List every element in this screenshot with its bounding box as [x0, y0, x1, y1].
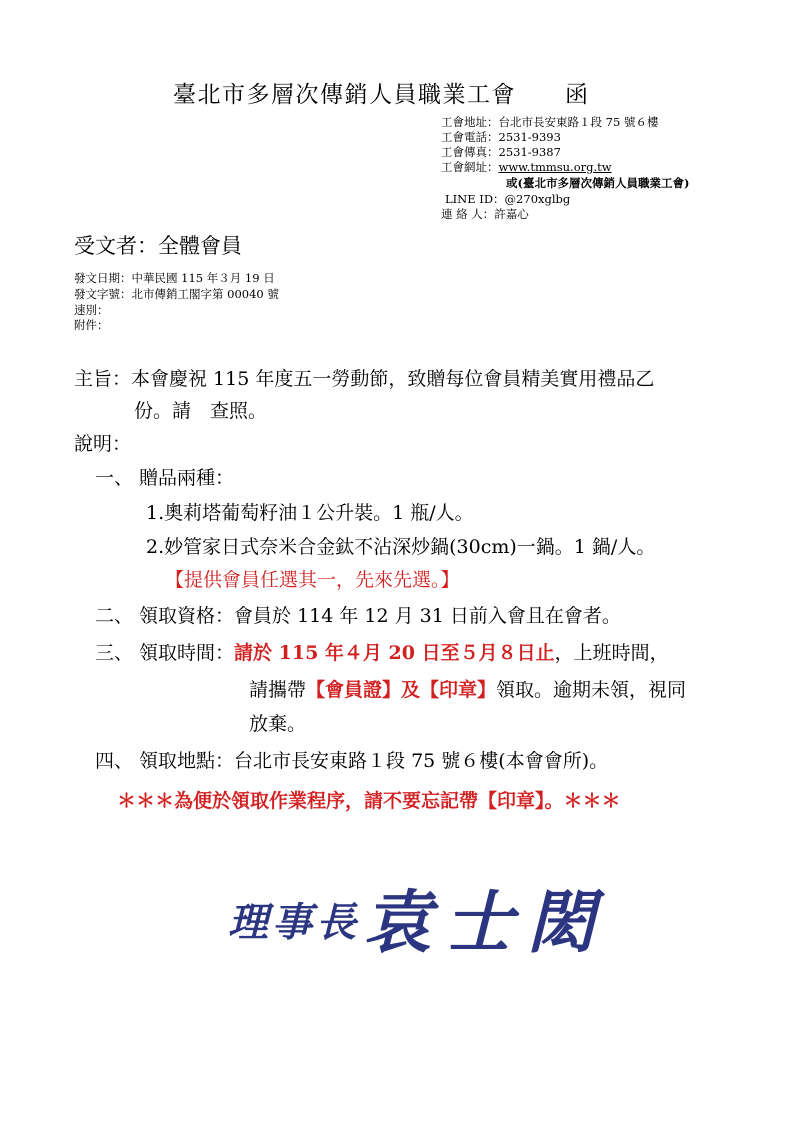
issue-number: 發文字號：北市傳銷工閣字第 00040 號: [74, 287, 279, 301]
item-two: 二、 領取資格：會員於 114 年 12 月 31 日前入會且在會者。: [95, 605, 621, 627]
chairman-seal: [228, 874, 628, 964]
union-address: 工會地址：台北市長安東路１段 75 號６樓: [441, 115, 659, 129]
issue-date: 發文日期：中華民國 115 年３月 19 日: [74, 271, 275, 285]
union-phone: 工會電話：2531-9393: [441, 130, 561, 144]
subject-line-1: 主旨：本會慶祝 115 年度五一勞動節，致贈每位會員精美實用禮品乙: [74, 368, 655, 390]
reminder-warning: ＊＊＊為便於領取作業程序，請不要忘記帶【印章】。＊＊＊: [117, 790, 621, 812]
explanation-label: 說明：: [74, 433, 132, 455]
document-title: 臺北市多層次傳銷人員職業工會 函: [173, 82, 590, 108]
required-items: 【會員證】及【印章】: [306, 679, 497, 701]
subject-line-2: 份。請 查照。: [134, 400, 268, 422]
union-line-id: LINE ID：@270xglbg: [445, 192, 571, 206]
gift-option-2: 2.妙管家日式奈米合金鈦不沾深炒鍋(30cm)一鍋。1 鍋/人。: [146, 536, 656, 558]
signature-stamp-image: [228, 874, 628, 964]
bring-label: 請攜帶: [249, 679, 307, 701]
union-contact: 連 絡 人：許嘉心: [441, 207, 529, 221]
item-one: 一、 贈品兩種：: [95, 467, 235, 489]
item-three-rest: ，上班時間，: [554, 642, 669, 664]
svg-text:袁士閎: 袁士閎: [363, 883, 610, 963]
attachment: 附件：: [74, 318, 109, 332]
union-website-alt: 或(臺北市多層次傳銷人員職業工會): [506, 176, 690, 190]
website-label: 工會網址：: [441, 160, 499, 174]
recipient: 受文者：全體會員: [74, 234, 242, 258]
pickup-expiry: 領取。逾期未領，視同: [496, 679, 687, 701]
item-three-line-1: [95, 641, 669, 665]
website-link[interactable]: www.tmmsu.org.tw: [498, 160, 612, 174]
item-four: 四、 領取地點：台北市長安東路１段 75 號６樓(本會會所)。: [95, 750, 609, 772]
union-fax: 工會傳真：2531-9387: [441, 145, 561, 159]
item-three-label: 三、 領取時間：: [95, 642, 235, 664]
item-three-line-2: [249, 678, 686, 702]
svg-text:理事長: 理事長: [228, 899, 360, 946]
speed-class: 速別：: [74, 303, 109, 317]
item-three-line-3: 放棄。: [249, 713, 307, 735]
gift-note: 【提供會員任選其一，先來先選。】: [165, 569, 460, 591]
pickup-period: 請於 115 年４月 20 日至５月８日止: [234, 642, 555, 664]
union-website-row: [441, 160, 612, 175]
gift-option-1: 1.奧莉塔葡萄籽油１公升裝。1 瓶/人。: [146, 502, 474, 524]
